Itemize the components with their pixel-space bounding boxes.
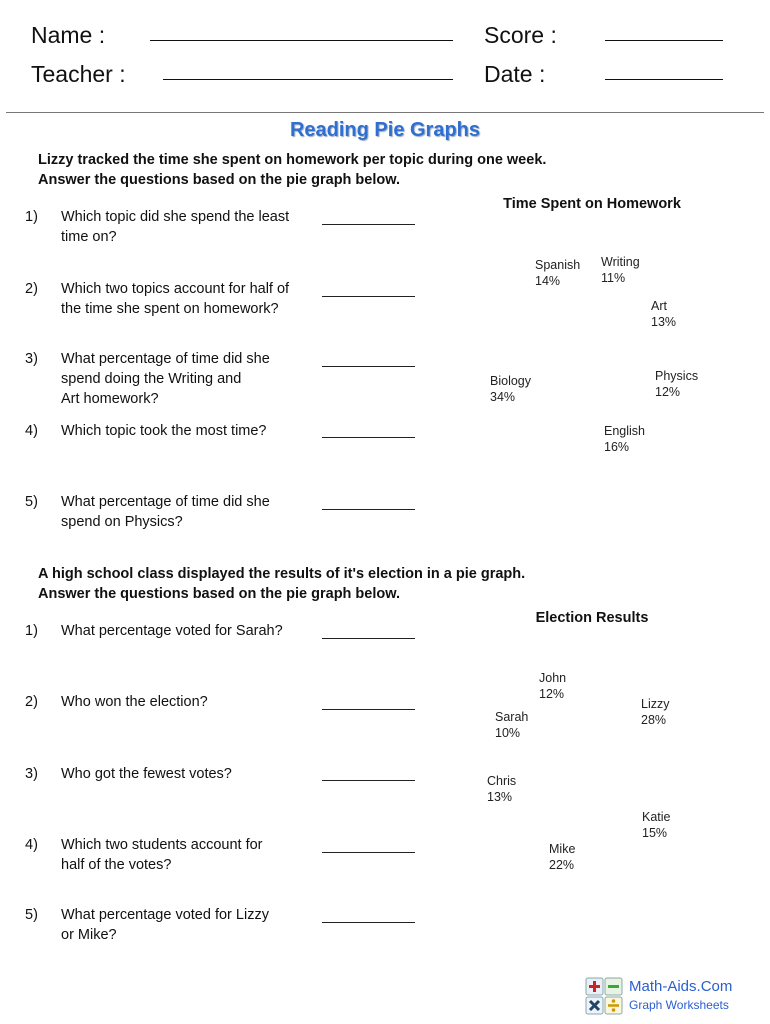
s2-q5-answer-line[interactable] xyxy=(322,922,415,923)
homework-pie-chart xyxy=(470,240,720,470)
s1-q1-number: 1) xyxy=(25,209,38,225)
s2-q1-line1: What percentage voted for Sarah? xyxy=(61,623,283,639)
score-line[interactable] xyxy=(605,40,723,41)
s2-q1-answer-line[interactable] xyxy=(322,638,415,639)
s1-q5-number: 5) xyxy=(25,494,38,510)
s2-q5-number: 5) xyxy=(25,907,38,923)
s1-q1-line2: time on? xyxy=(61,229,117,245)
logo-subtitle-text: Graph Worksheets xyxy=(629,998,729,1012)
name-line[interactable] xyxy=(150,40,453,41)
s2-q2-line1: Who won the election? xyxy=(61,694,208,710)
s2-q2-text xyxy=(61,692,311,712)
s2-q4-number: 4) xyxy=(25,837,38,853)
s2-q5-line2: or Mike? xyxy=(61,927,117,943)
chart1-label-spanish: Spanish 14% xyxy=(535,258,581,288)
chart1-title: Time Spent on Homework xyxy=(503,196,681,212)
s1-q5-text xyxy=(61,492,311,532)
chart2-label-lizzy: Lizzy 28% xyxy=(641,697,670,727)
date-label: Date : xyxy=(484,61,546,87)
chart1-label-physics: Physics 12% xyxy=(655,369,699,399)
header-divider xyxy=(6,112,764,113)
chart1-label-biology: Biology 34% xyxy=(490,374,531,404)
s2-q1-number: 1) xyxy=(25,623,38,639)
s1-q3-answer-line[interactable] xyxy=(322,366,415,367)
s1-q4-line1: Which topic took the most time? xyxy=(61,423,267,439)
s2-q3-number: 3) xyxy=(25,766,38,782)
s1-q1-text xyxy=(61,207,311,247)
s1-q1-answer-line[interactable] xyxy=(322,224,415,225)
s1-q4-number: 4) xyxy=(25,423,38,439)
chart1-label-english: English 16% xyxy=(604,424,645,454)
s2-q4-line1: Which two students account for xyxy=(61,837,263,853)
s1-q5-answer-line[interactable] xyxy=(322,509,415,510)
s1-q3-line2: spend doing the Writing and xyxy=(61,371,242,387)
s2-q4-text xyxy=(61,835,311,875)
s1-q3-line3: Art homework? xyxy=(61,391,159,407)
score-label: Score : xyxy=(484,22,557,48)
section2-intro xyxy=(38,564,525,604)
s1-q5-line2: spend on Physics? xyxy=(61,514,183,530)
chart1-label-art: Art 13% xyxy=(651,299,677,329)
section1-intro xyxy=(38,150,546,190)
logo-brand-text: Math-Aids.Com xyxy=(629,978,733,995)
s1-q5-line1: What percentage of time did she xyxy=(61,494,270,510)
s1-q2-text xyxy=(61,279,311,319)
s1-q3-text xyxy=(61,349,311,409)
teacher-line[interactable] xyxy=(163,79,453,80)
s2-q2-answer-line[interactable] xyxy=(322,709,415,710)
section2-intro-line1: A high school class displayed the results of it's election in a pie graph. xyxy=(38,566,526,582)
s2-q5-text xyxy=(61,905,311,945)
page-title: Reading Pie Graphs xyxy=(289,119,481,141)
section1-intro-line2: Answer the questions based on the pie graph below. xyxy=(38,172,401,188)
s2-q1-text xyxy=(61,621,311,641)
s1-q1-line1: Which topic did she spend the least xyxy=(61,209,290,225)
chart2-label-chris: Chris 13% xyxy=(487,774,517,804)
chart2-title: Election Results xyxy=(535,610,649,626)
s2-q3-line1: Who got the fewest votes? xyxy=(61,766,232,782)
s1-q4-text xyxy=(61,421,311,441)
s2-q4-answer-line[interactable] xyxy=(322,852,415,853)
chart2-label-john: John 12% xyxy=(539,671,567,701)
s1-q2-answer-line[interactable] xyxy=(322,296,415,297)
math-aids-logo-icon xyxy=(585,977,625,1015)
chart2-label-mike: Mike 22% xyxy=(549,842,576,872)
teacher-label: Teacher : xyxy=(31,61,126,87)
s2-q3-answer-line[interactable] xyxy=(322,780,415,781)
section1-intro-line1: Lizzy tracked the time she spent on homework per topic during one week. xyxy=(38,152,547,168)
section2-intro-line2: Answer the questions based on the pie graph below. xyxy=(38,586,401,602)
s1-q2-line2: the time she spent on homework? xyxy=(61,301,279,317)
s2-q2-number: 2) xyxy=(25,694,38,710)
chart2-label-katie: Katie 15% xyxy=(642,810,671,840)
s1-q3-line1: What percentage of time did she xyxy=(61,351,270,367)
s1-q2-line1: Which two topics account for half of xyxy=(61,281,290,297)
s2-q4-line2: half of the votes? xyxy=(61,857,172,873)
s1-q4-answer-line[interactable] xyxy=(322,437,415,438)
s2-q5-line1: What percentage voted for Lizzy xyxy=(61,907,269,923)
chart1-label-writing: Writing 11% xyxy=(601,255,640,285)
election-slice-john xyxy=(578,670,650,770)
chart2-label-sarah: Sarah 10% xyxy=(495,710,529,740)
s2-q3-text xyxy=(61,764,311,784)
s1-q3-number: 3) xyxy=(25,351,38,367)
s1-q2-number: 2) xyxy=(25,281,38,297)
name-label: Name : xyxy=(31,22,106,48)
date-line[interactable] xyxy=(605,79,723,80)
